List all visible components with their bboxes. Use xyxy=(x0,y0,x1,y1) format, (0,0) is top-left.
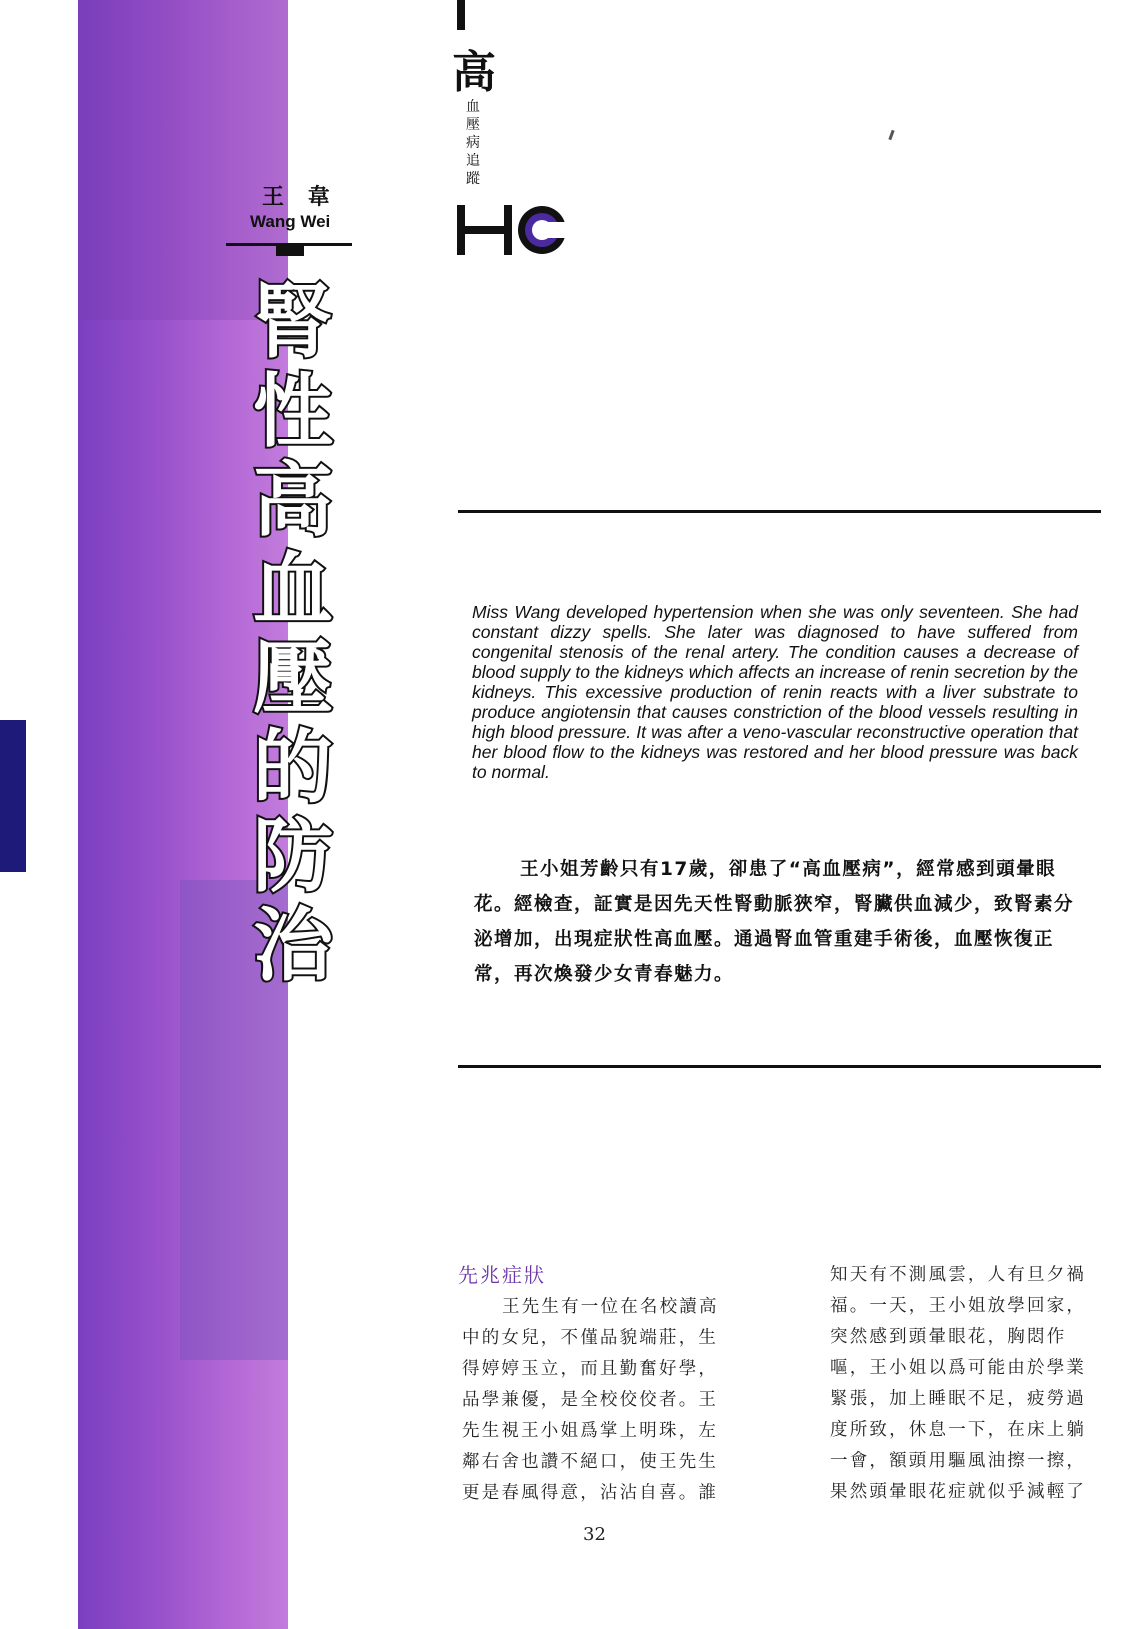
author-name-english: Wang Wei xyxy=(250,212,331,231)
hc-logo-mark xyxy=(452,200,582,260)
author-block-mark xyxy=(276,246,304,256)
author-name-chinese: 王 韋 xyxy=(262,185,338,210)
column-logo-top-bar xyxy=(457,0,465,30)
page-number: 32 xyxy=(583,1524,606,1545)
column-logo-character: 高 xyxy=(452,47,496,98)
stray-mark xyxy=(888,130,894,140)
chinese-abstract: 王小姐芳齡只有17歲，卻患了“高血壓病”，經常感到頭暈眼花。經檢查，証實是因先天性腎動脈狹窄，腎臟供血減少，致腎素分泌增加，出現症狀性高血壓。通過腎血管重建手術後，血壓恢復正常，再次煥發少女青春魅力。 xyxy=(474,859,1075,985)
column-logo-vertical-text: 血壓病追蹤 xyxy=(466,99,480,187)
body-column-left: 王先生有一位在名校讀高中的女兒，不僅品貌端莊，生得婷婷玉立，而且勤奮好學，品學兼優，是全校佼佼者。王先生視王小姐爲掌上明珠，左鄰右舍也讚不絕口，使王先生更是春風得意，沾沾自喜。誰 xyxy=(462,1297,719,1503)
top-divider xyxy=(458,510,1101,513)
article-title: 腎性高血壓的防治 xyxy=(253,276,333,992)
english-abstract: Miss Wang developed hypertension when she was only seventeen. She had constant dizzy spells. She later was diagnosed to have suffered from congenital stenosis of the renal artery. The condition causes a decrease of blood supply to the kidneys which affects an increase of renin secretion by the kidneys. This excessive production of renin reacts with a liver substrate to produce angiotensin that causes constriction of the blood vessels resulting in high blood pressure. It was after a veno-vascular reconstructive operation that her blood flow to the kidneys was restored and her blood pressure was back to normal. xyxy=(472,602,1078,782)
band-shade-top xyxy=(78,0,288,320)
bottom-divider xyxy=(458,1065,1101,1068)
section-heading: 先兆症狀 xyxy=(458,1263,546,1287)
edge-tab-marker xyxy=(0,720,26,872)
body-column-right: 知天有不測風雲，人有旦夕禍福。一天，王小姐放學回家，突然感到頭暈眼花，胸悶作嘔，王小姐以爲可能由於學業緊張，加上睡眠不足，疲勞過度所致，休息一下，在床上躺一會，額頭用驅風油擦一擦，果然頭暈眼花症就似乎減輕了 xyxy=(830,1265,1087,1502)
